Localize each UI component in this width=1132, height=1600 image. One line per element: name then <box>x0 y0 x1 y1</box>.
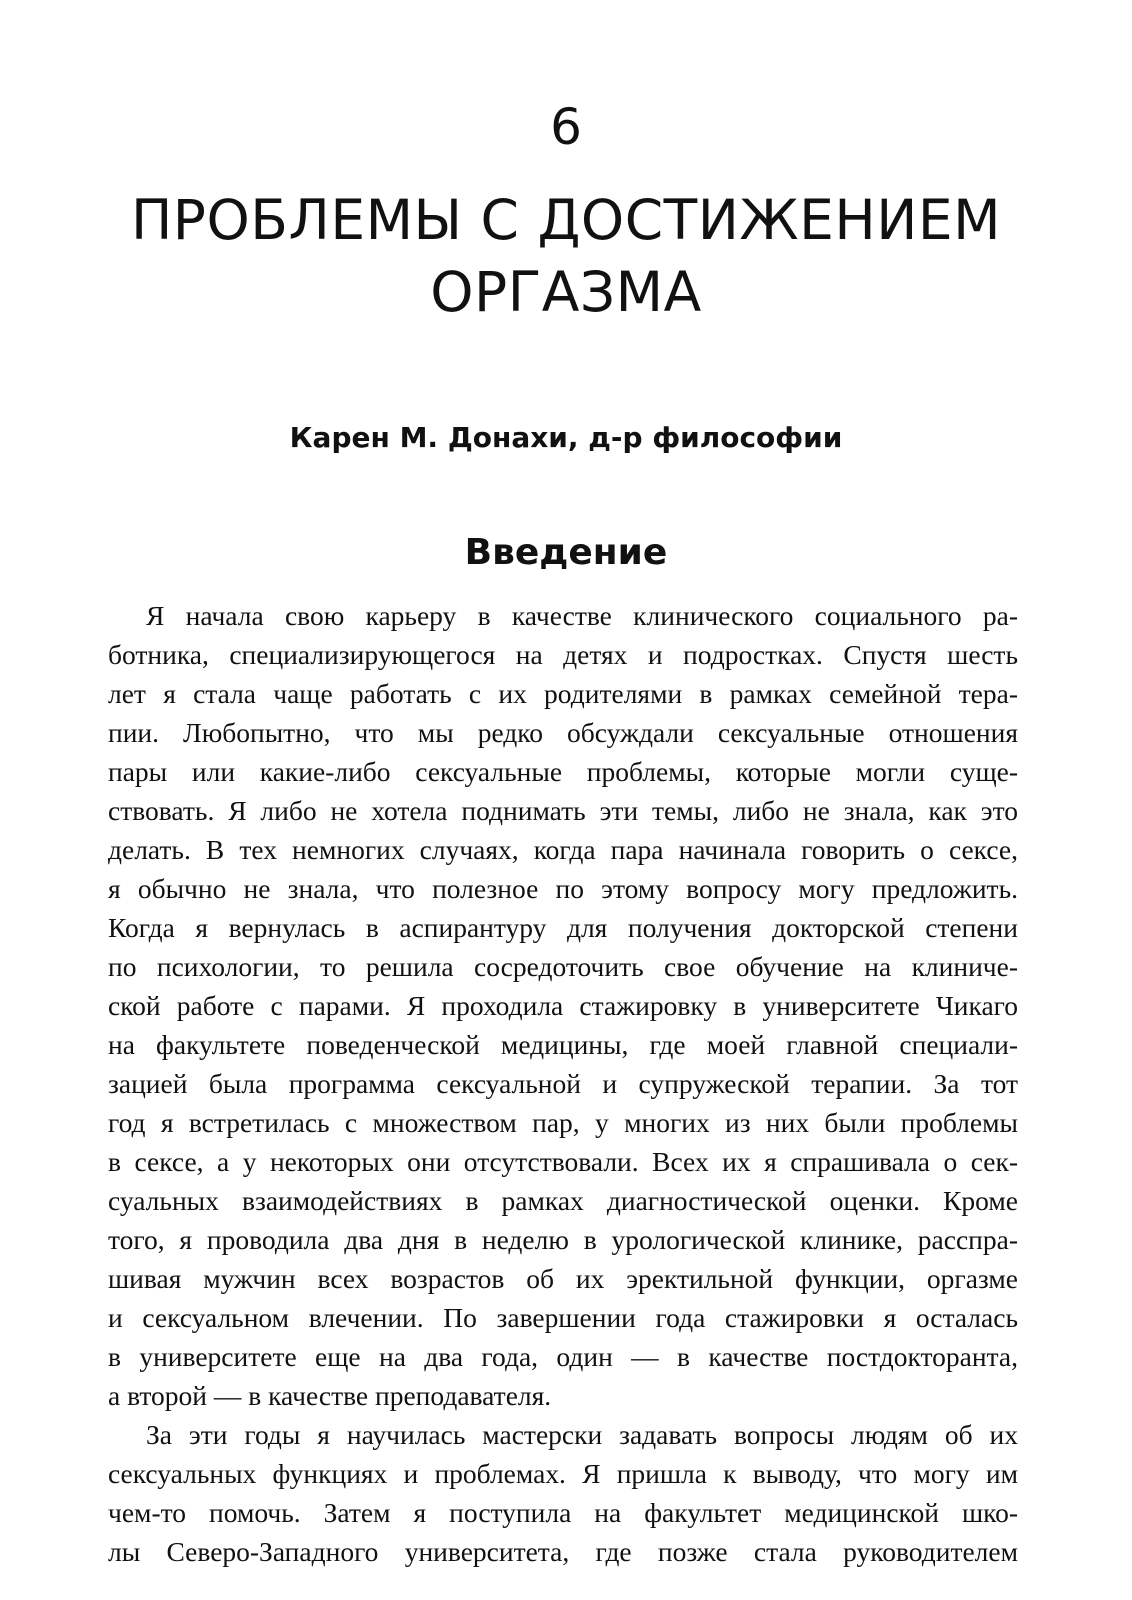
text-line: по психологии, то решила сосредоточить свое обучение на клиниче- <box>108 951 1018 982</box>
text-line: чем-то помочь. Затем я поступила на факультет медицинской шко- <box>108 1497 1018 1528</box>
text-line: лы Северо-Западного университета, где позже стала руководителем <box>108 1536 1018 1567</box>
text-line: пары или какие-либо сексуальные проблемы, которые могли суще- <box>108 756 1018 787</box>
text-line: ботника, специализирующегося на детях и подростках. Спустя шесть <box>108 639 1018 670</box>
chapter-title <box>80 184 1052 328</box>
text-line: в сексе, а у некоторых они отсутствовали. Всех их я спрашивала о сек- <box>108 1146 1018 1177</box>
text-line: Когда я вернулась в аспирантуру для получения докторской степени <box>108 912 1018 943</box>
chapter-title-line: ОРГАЗМА <box>430 260 702 324</box>
chapter-title-line: ПРОБЛЕМЫ С ДОСТИЖЕНИЕМ <box>130 188 1002 252</box>
text-line: лет я стала чаще работать с их родителями в рамках семейной тера- <box>108 678 1018 709</box>
text-line: зацией была программа сексуальной и супружеской терапии. За тот <box>108 1068 1018 1099</box>
text-line: За эти годы я научилась мастерски задавать вопросы людям об их <box>146 1419 1018 1450</box>
chapter-number: 6 <box>550 98 582 156</box>
text-line: ской работе с парами. Я проходила стажировку в университете Чикаго <box>108 990 1018 1021</box>
body-text <box>108 596 1018 1571</box>
text-line: год я встретилась с множеством пар, у многих из них были проблемы <box>108 1107 1018 1138</box>
text-line: пии. Любопытно, что мы редко обсуждали сексуальные отношения <box>108 717 1018 748</box>
text-line: шивая мужчин всех возрастов об их эректильной функции, оргазме <box>108 1263 1018 1294</box>
text-line: и сексуальном влечении. По завершении года стажировки я осталась <box>108 1302 1018 1333</box>
text-line: на факультете поведенческой медицины, где моей главной специали- <box>108 1029 1018 1060</box>
text-line: суальных взаимодействиях в рамках диагностической оценки. Кроме <box>108 1185 1018 1216</box>
section-heading: Введение <box>464 532 668 573</box>
chapter-author: Карен М. Донахи, д-р философии <box>289 421 843 454</box>
text-line: а второй — в качестве преподавателя. <box>108 1380 552 1411</box>
text-line: делать. В тех немногих случаях, когда пара начинала говорить о сексе, <box>108 834 1018 865</box>
text-line: Я начала свою карьеру в качестве клинического социального ра- <box>146 600 1018 631</box>
text-line: я обычно не знала, что полезное по этому вопросу могу предложить. <box>108 873 1018 904</box>
text-line: сексуальных функциях и проблемах. Я пришла к выводу, что могу им <box>108 1458 1018 1489</box>
text-line: в университете еще на два года, один — в качестве постдокторанта, <box>108 1341 1018 1372</box>
text-line: ствовать. Я либо не хотела поднимать эти темы, либо не знала, как это <box>108 795 1018 826</box>
text-line: того, я проводила два дня в неделю в урологической клинике, расспра- <box>108 1224 1018 1255</box>
